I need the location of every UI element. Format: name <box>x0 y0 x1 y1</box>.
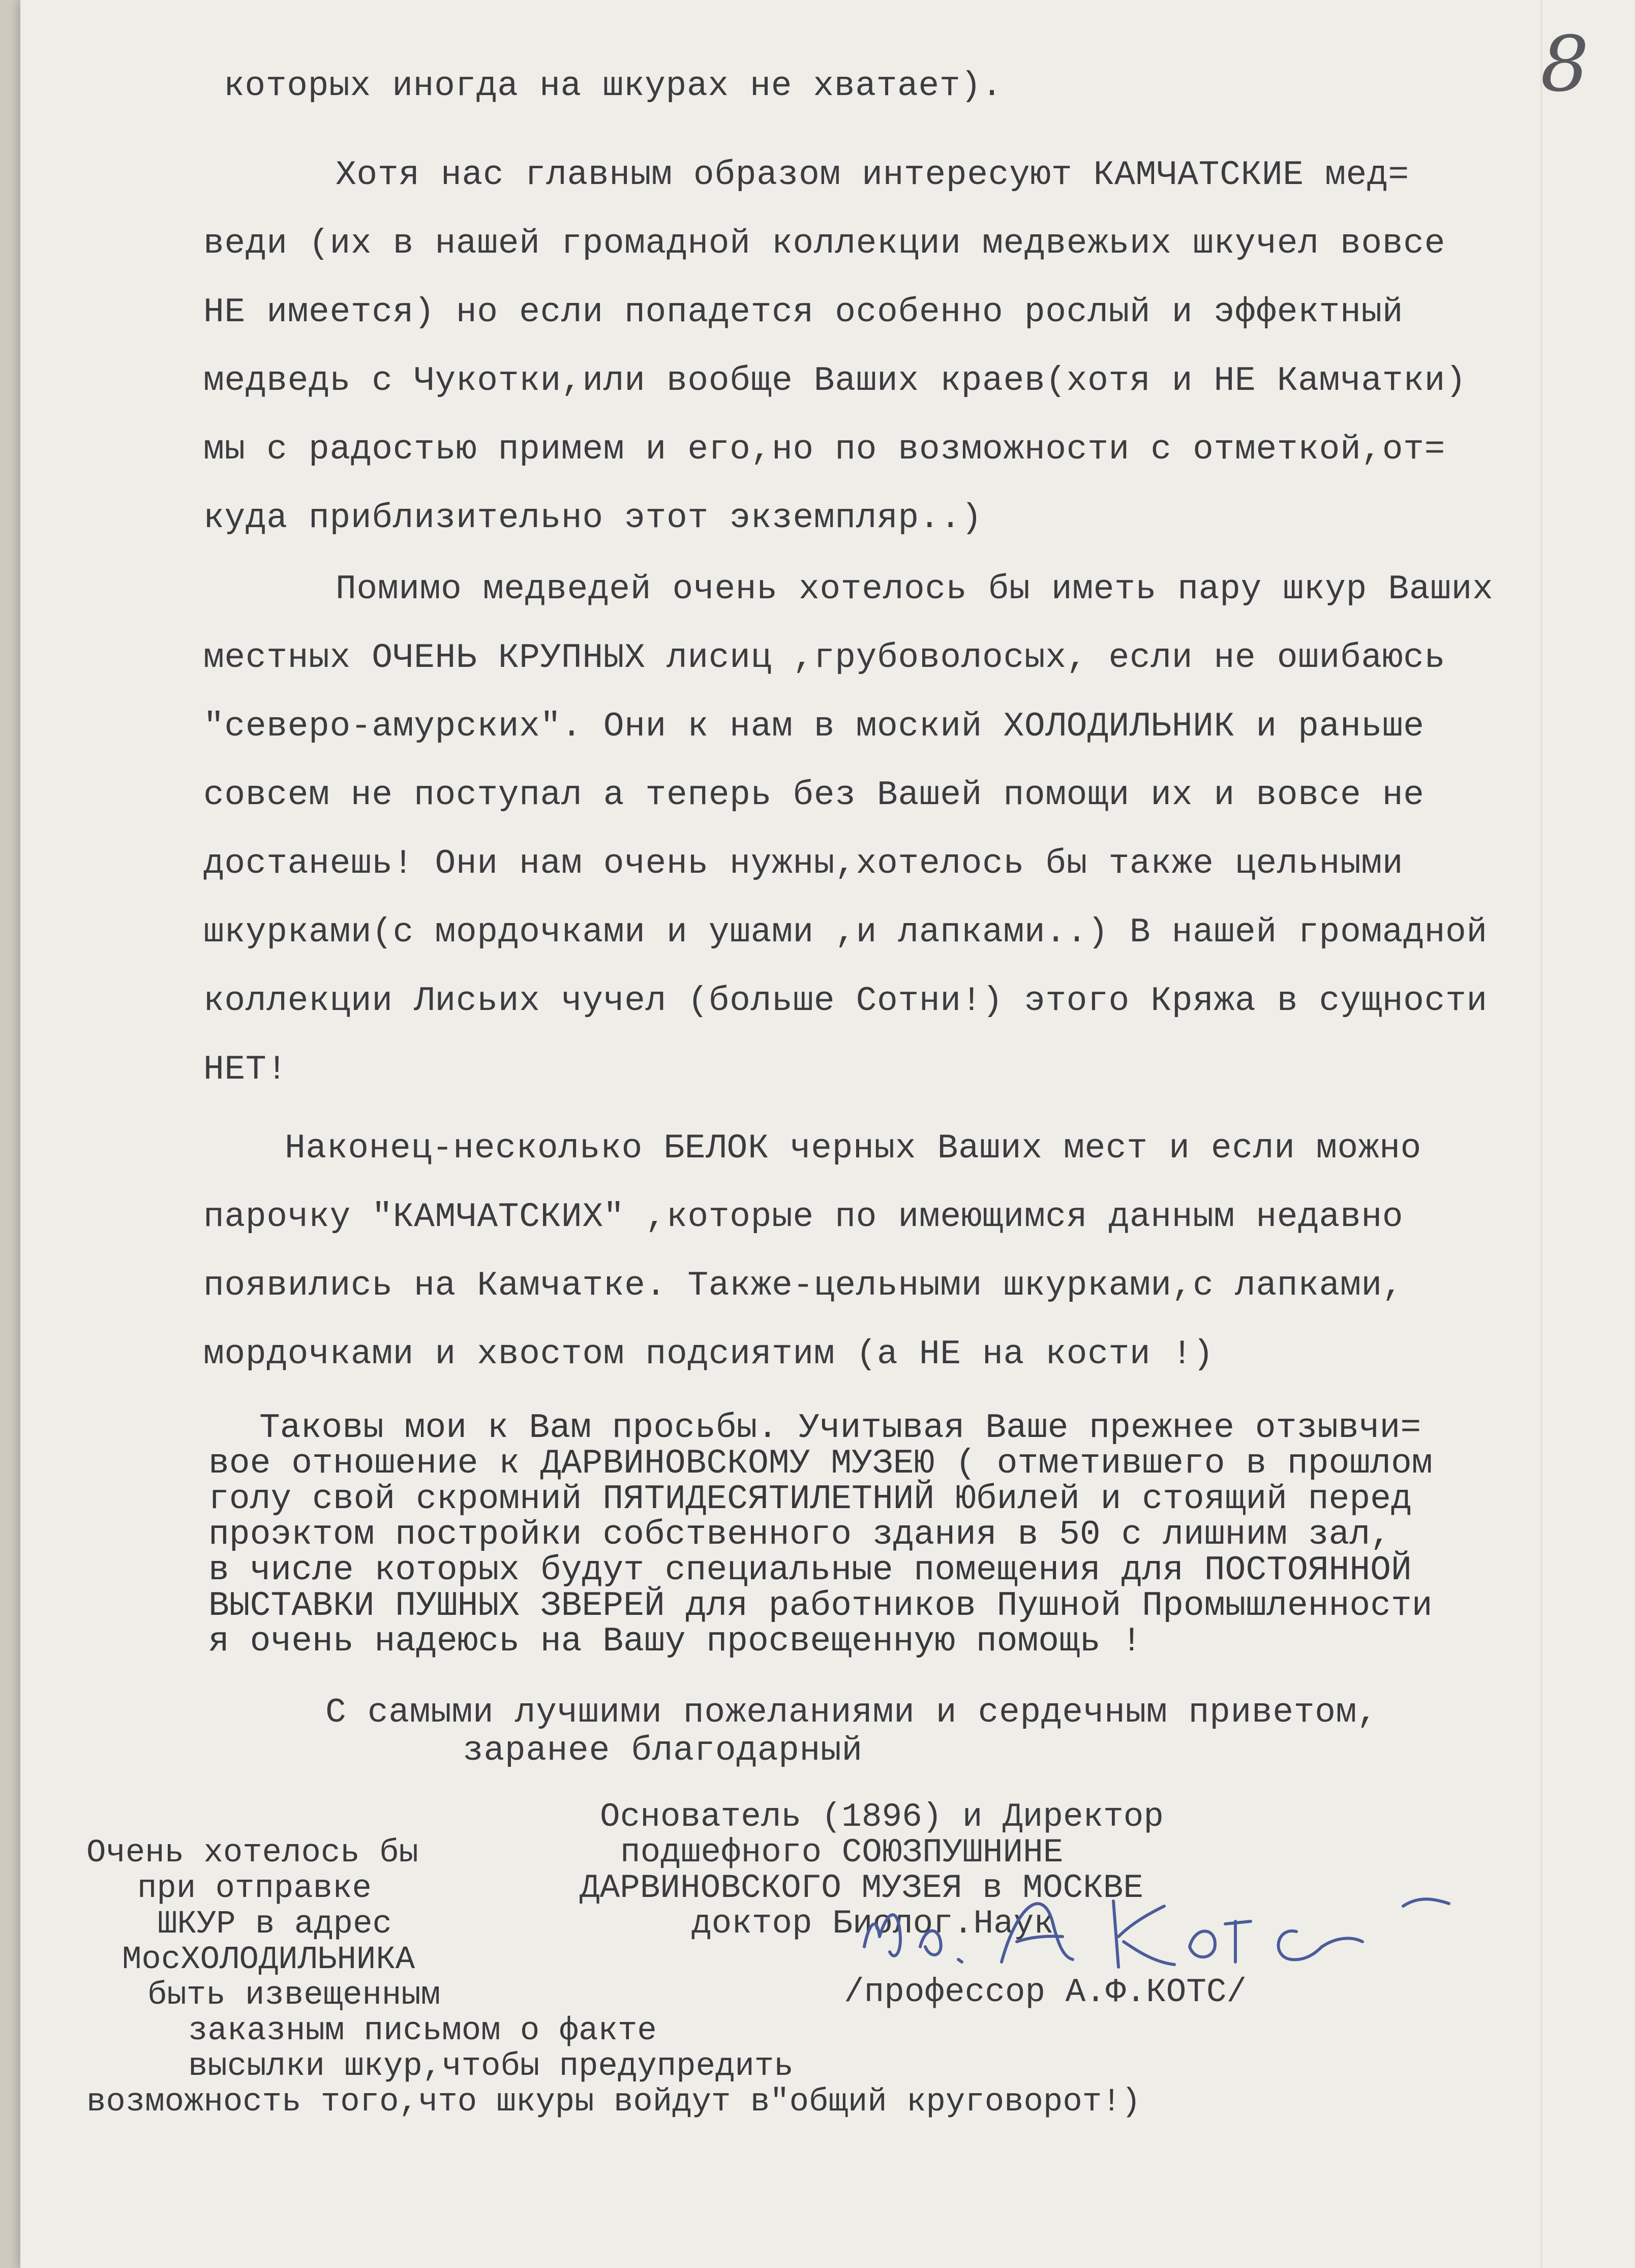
side-note-line: быть извещенным <box>147 1977 441 2014</box>
text-line: Таковы мои к Вам просьбы. Учитывая Ваше прежнее отзывчи= <box>259 1408 1421 1448</box>
text-line: парочку "КАМЧАТСКИХ" ,которые по имеющимся данным недавно <box>203 1198 1404 1237</box>
text-line: проэктом постройки собственного здания в 50 с лишним зал, <box>208 1515 1391 1554</box>
letter-page <box>20 0 1635 2268</box>
side-note-line: МосХОЛОДИЛЬНИКА <box>122 1942 415 1978</box>
text-line: я очень надеюсь на Вашу просвещенную помощь ! <box>208 1622 1142 1661</box>
signature-name-line: /профессор А.Ф.КОТС/ <box>844 1973 1247 2011</box>
text-line: мы с радостью примем и его,но по возможности с отметкой,от= <box>203 430 1445 469</box>
text-line: веди (их в нашей громадной коллекции медвежьих шкучел вовсе <box>203 224 1445 263</box>
text-line: медведь с Чукотки,или вообще Ваших краев(хотя и НЕ Камчатки) <box>203 361 1467 401</box>
side-note-line: возможность того,что шкуры войдут в"общий круговорот!) <box>86 2084 1141 2121</box>
side-note-line: Очень хотелось бы <box>86 1835 418 1872</box>
signature-title-line: доктор Биолог.Наук <box>691 1905 1054 1943</box>
signature-title-line: Основатель (1896) и Директор <box>600 1798 1164 1836</box>
closing-line: заранее благодарный <box>463 1731 863 1770</box>
text-line: НЕ имеется) но если попадется особенно рослый и эффектный <box>203 293 1404 332</box>
text-line: куда приблизительно этот экземпляр..) <box>203 499 983 538</box>
text-line: в числе которых будут специальные помещения для ПОСТОЯННОЙ <box>208 1551 1412 1590</box>
text-line: Наконец-несколько БЕЛОК черных Ваших мест и если можно <box>285 1129 1421 1168</box>
text-line: Хотя нас главным образом интересуют КАМЧАТСКИЕ мед= <box>336 156 1409 195</box>
closing-line: С самыми лучшими пожеланиями и сердечным приветом, <box>325 1693 1378 1732</box>
text-line: которых иногда на шкурах не хватает). <box>224 67 1003 106</box>
text-line: НЕТ! <box>203 1050 288 1089</box>
side-note-line: высылки шкур,чтобы предупредить <box>188 2048 794 2085</box>
text-line: шкурками(с мордочками и ушами ,и лапками..) В нашей громадной <box>203 913 1488 952</box>
side-note-line: ШКУР в адрес <box>158 1906 392 1943</box>
page-number: 8 <box>1540 20 1589 109</box>
text-line: появились на Камчатке. Также-цельными шкурками,с лапками, <box>203 1266 1404 1305</box>
signature-title-line: подшефного СОЮЗПУШНИНЕ <box>620 1833 1064 1872</box>
text-line: местных ОЧЕНЬ КРУПНЫХ лисиц ,грубоволосых, если не ошибаюсь <box>203 638 1445 678</box>
page-fold-line <box>1540 0 1542 2268</box>
handwritten-signature <box>849 1876 1469 1982</box>
text-line: вое отношение к ДАРВИНОВСКОМУ МУЗЕЮ ( отметившего в прошлом <box>208 1444 1433 1483</box>
text-line: мордочками и хвостом подсиятим (а НЕ на кости !) <box>203 1335 1214 1374</box>
side-note-line: при отправке <box>137 1871 372 1907</box>
text-line: коллекции Лисьих чучел (больше Сотни!) этого Кряжа в сущности <box>203 982 1488 1021</box>
text-line: ВЫСТАВКИ ПУШНЫХ ЗВЕРЕЙ для работников Пушной Промышленности <box>208 1586 1433 1626</box>
text-line: совсем не поступал а теперь без Вашей помощи их и вовсе не <box>203 776 1425 815</box>
text-line: достанешь! Они нам очень нужны,хотелось бы также цельными <box>203 844 1404 883</box>
side-note-line: заказным письмом о факте <box>188 2013 657 2049</box>
text-line: "северо-амурских". Они к нам в моский ХОЛОДИЛЬНИК и раньше <box>203 707 1425 746</box>
text-line: голу свой скромний ПЯТИДЕСЯТИЛЕТНИЙ Юбилей и стоящий перед <box>208 1480 1412 1519</box>
signature-title-line: ДАРВИНОВСКОГО МУЗЕЯ в МОСКВЕ <box>580 1869 1143 1907</box>
text-line: Помимо медведей очень хотелось бы иметь пару шкур Ваших <box>336 570 1494 609</box>
